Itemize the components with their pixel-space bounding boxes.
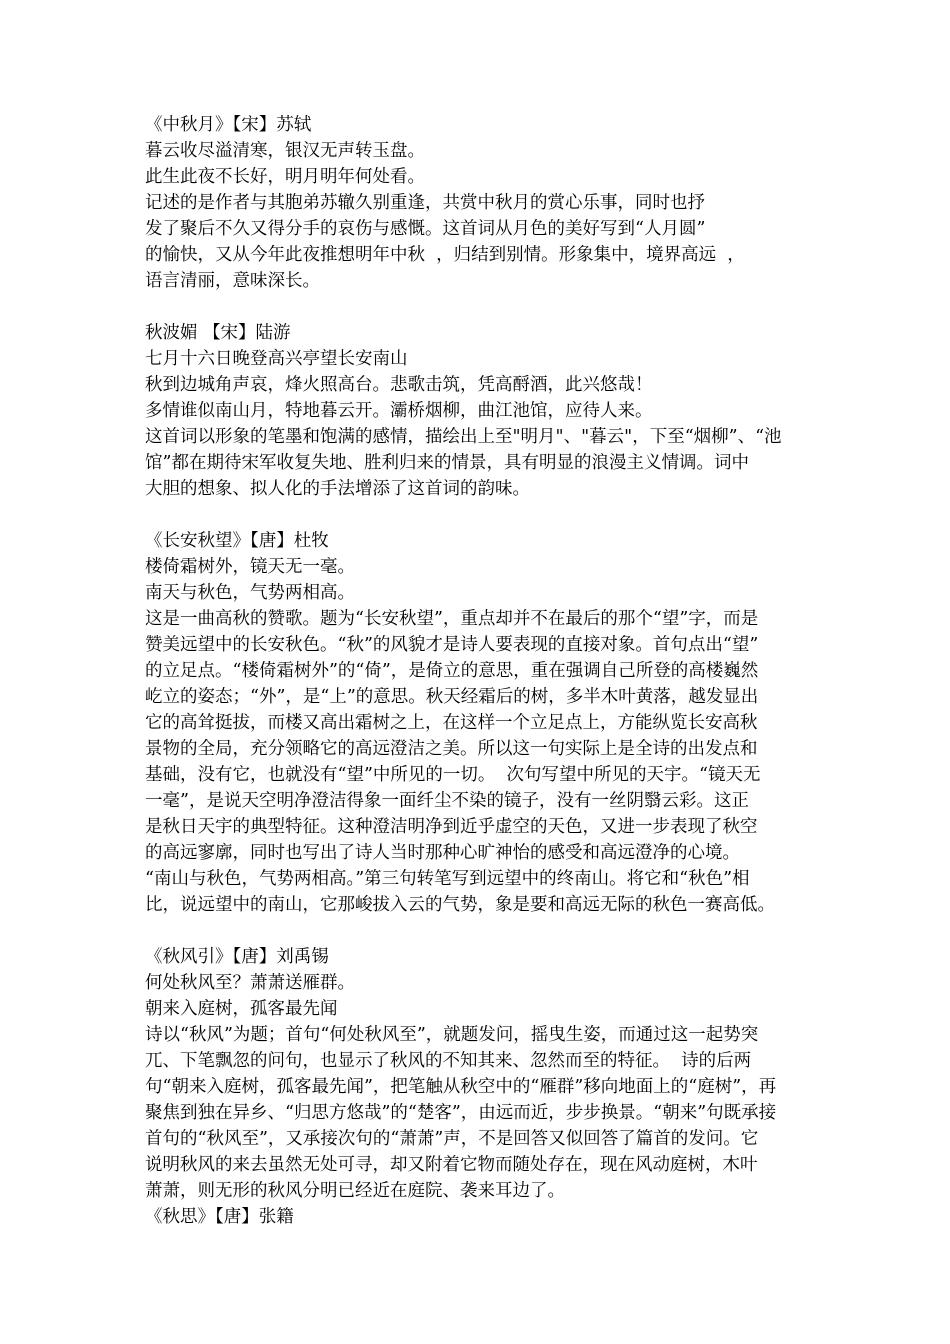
commentary-line: 发了聚后不久又得分手的哀伤与感慨。这首词从月色的美好写到“人月圆” (145, 219, 706, 239)
poem-verse: 楼倚霜树外，镜天无一毫。 (145, 557, 355, 577)
commentary-line: 基础，没有它，也就没有“望”中所见的一切。 次句写望中所见的天宇。“镜天无 (145, 765, 761, 785)
paragraph-gap (145, 294, 810, 320)
poem-title: 《秋风引》【唐】刘禹锡 (145, 947, 329, 967)
poem-verse: 暮云收尽溢清寒，银汉无声转玉盘。 (145, 141, 425, 161)
poem-section (145, 1204, 810, 1230)
commentary-line: “南山与秋色，气势两相高。”第三句转笔写到远望中的终南山。将它和“秋色”相 (145, 869, 750, 889)
poem-section (145, 112, 810, 294)
commentary-line: 句“朝来入庭树，孤客最先闻”，把笔触从秋空中的“雁群”移向地面上的“庭树”，再 (145, 1077, 777, 1097)
poem-commentary (145, 1022, 810, 1204)
commentary-line: 萧萧，则无形的秋风分明已经近在庭院、袭来耳边了。 (145, 1181, 565, 1201)
poem-verse: 朝来入庭树，孤客最先闻 (145, 999, 338, 1019)
paragraph-gap (145, 502, 810, 528)
poem-section (145, 944, 810, 1204)
document-page (145, 112, 810, 1230)
commentary-line: 语言清丽，意味深长。 (145, 271, 320, 291)
commentary-line: 这是一曲高秋的赞歌。题为“长安秋望”，重点却并不在最后的那个“望”字，而是 (145, 609, 759, 629)
commentary-line: 赞美远望中的长安秋色。“秋”的风貌才是诗人要表现的直接对象。首句点出“望” (145, 635, 759, 655)
poem-title: 秋波媚 【宋】陆游 (145, 323, 291, 343)
commentary-line: 说明秋风的来去虽然无处可寻，却又附着它物而随处存在，现在风动庭树，木叶 (145, 1155, 758, 1175)
poem-section (145, 528, 810, 918)
commentary-line: 首句的“秋风至”，又承接次句的“萧萧”声，不是回答又似回答了篇首的发问。它 (145, 1129, 759, 1149)
commentary-line: 的立足点。“楼倚霜树外”的“倚”，是倚立的意思，重在强调自己所登的高楼巍然 (145, 661, 759, 681)
poem-commentary (145, 190, 810, 294)
poem-commentary (145, 606, 810, 918)
commentary-line: 的愉快，又从今年此夜推想明年中秋 ，归结到别情。形象集中，境界高远 ， (145, 245, 745, 265)
commentary-line: 馆”都在期待宋军收复失地、胜利归来的情景，具有明显的浪漫主义情调。词中 (145, 453, 749, 473)
commentary-line: 诗以“秋风”为题；首句“何处秋风至”，就题发问，摇曳生姿，而通过这一起势突 (145, 1025, 759, 1045)
poem-title: 《秋思》【唐】张籍 (145, 1207, 294, 1227)
commentary-line: 聚焦到独在异乡、“归思方悠哉”的“楚客”，由远而近，步步换景。“朝来”句既承接 (145, 1103, 777, 1123)
poem-section (145, 320, 810, 502)
poem-verse: 何处秋风至？萧萧送雁群。 (145, 973, 355, 993)
poem-verse: 多情谁似南山月，特地暮云开。灞桥烟柳，曲江池馆，应待人来。 (145, 401, 653, 421)
poem-commentary (145, 424, 810, 502)
poem-subtitle: 七月十六日晚登高兴亭望长安南山 (145, 349, 408, 369)
commentary-line: 一毫”，是说天空明净澄洁得象一面纤尘不染的镜子，没有一丝阴翳云彩。这正 (145, 791, 749, 811)
commentary-line: 记述的是作者与其胞弟苏辙久别重逢，共赏中秋月的赏心乐事，同时也抒 (145, 193, 705, 213)
commentary-line: 的高远寥廓，同时也写出了诗人当时那种心旷神怡的感受和高远澄净的心境。 (145, 843, 740, 863)
paragraph-gap (145, 918, 810, 944)
commentary-line: 是秋日天宇的典型特征。这种澄洁明净到近乎虚空的天色，又进一步表现了秋空 (145, 817, 758, 837)
commentary-line: 大胆的想象、拟人化的手法增添了这首词的韵味。 (145, 479, 530, 499)
commentary-line: 景物的全局，充分领略它的高远澄洁之美。所以这一句实际上是全诗的出发点和 (145, 739, 758, 759)
poem-verse: 南天与秋色，气势两相高。 (145, 583, 355, 603)
commentary-line: 这首词以形象的笔墨和饱满的感情，描绘出上至"明月"、"暮云"，下至“烟柳”、“池 (145, 427, 782, 447)
poem-title: 《长安秋望》【唐】杜牧 (145, 531, 329, 551)
commentary-line: 比，说远望中的南山，它那峻拔入云的气势，象是要和高远无际的秋色一赛高低。 (145, 895, 775, 915)
commentary-line: 它的高耸挺拔，而楼又高出霜树之上，在这样一个立足点上，方能纵览长安高秋 (145, 713, 758, 733)
poem-title: 《中秋月》【宋】苏轼 (145, 115, 312, 135)
poem-verse: 此生此夜不长好，明月明年何处看。 (145, 167, 425, 187)
commentary-line: 兀、下笔飘忽的问句，也显示了秋风的不知其来、忽然而至的特征。 诗的后两 (145, 1051, 752, 1071)
poem-verse: 秋到边城角声哀，烽火照高台。悲歌击筑，凭高酹酒，此兴悠哉！ (145, 375, 653, 395)
commentary-line: 屹立的姿态；“外”，是“上”的意思。秋天经霜后的树，多半木叶黄落，越发显出 (145, 687, 759, 707)
